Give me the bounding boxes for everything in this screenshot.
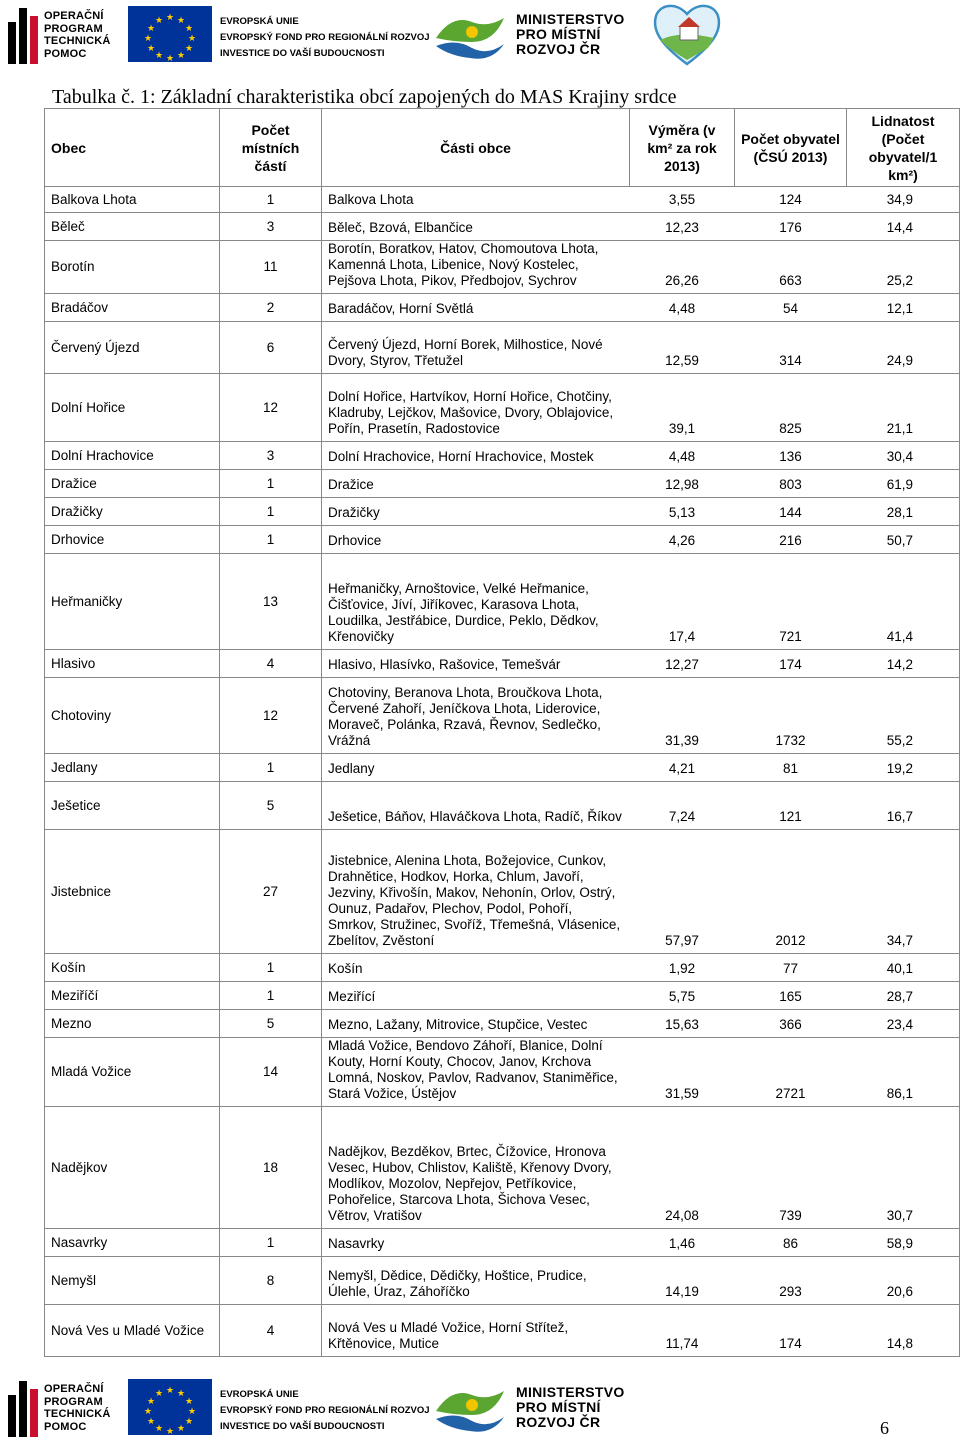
cell-pocet-casti: 4 [220,1305,322,1357]
cell-pocet-casti: 1 [220,470,322,498]
cell-vymera: 5,13 [630,498,735,526]
optp-mark-icon [8,1381,38,1437]
cell-vymera: 12,98 [630,470,735,498]
cell-obec: Dolní Hrachovice [45,442,220,470]
table-row [45,1107,960,1229]
header-vymera: Výměra (v km² za rok 2013) [630,109,735,187]
table-row [45,470,960,498]
cell-vymera: 15,63 [630,1010,735,1038]
cell-casti-obce: Dražičky [322,498,630,526]
table-row [45,982,960,1010]
cell-lidnatost: 20,6 [847,1257,960,1305]
cell-lidnatost: 14,2 [847,650,960,678]
cell-vymera: 57,97 [630,830,735,954]
table-row [45,294,960,322]
cell-vymera: 4,21 [630,754,735,782]
footer-logos [0,1373,960,1443]
cell-lidnatost: 41,4 [847,554,960,650]
cell-vymera: 4,48 [630,294,735,322]
cell-obyvatel: 165 [735,982,847,1010]
cell-obec: Borotín [45,241,220,294]
cell-casti-obce: Nová Ves u Mladé Vožice, Horní Střítež, Křtěnovice, Mutice [322,1305,630,1357]
cell-vymera: 24,08 [630,1107,735,1229]
cell-casti-obce: Košín [322,954,630,982]
cell-lidnatost: 30,7 [847,1107,960,1229]
cell-casti-obce: Dolní Hořice, Hartvíkov, Horní Hořice, Chotčiny, Kladruby, Lejčkov, Mašovice, Dvory, Oblajovice, Pořín, Prasetín, Radostovice [322,374,630,442]
cell-lidnatost: 55,2 [847,678,960,754]
cell-obyvatel: 54 [735,294,847,322]
cell-vymera: 11,74 [630,1305,735,1357]
cell-pocet-casti: 11 [220,241,322,294]
optp-text: OPERAČNÍ PROGRAM TECHNICKÁ POMOC [44,1383,111,1433]
cell-obec: Hlasivo [45,650,220,678]
cell-lidnatost: 16,7 [847,782,960,830]
cell-vymera: 7,24 [630,782,735,830]
cell-obyvatel: 136 [735,442,847,470]
cell-obec: Ješetice [45,782,220,830]
cell-obyvatel: 1732 [735,678,847,754]
cell-pocet-casti: 5 [220,782,322,830]
header-casti-obce: Části obce [322,109,630,187]
table-row [45,498,960,526]
cell-pocet-casti: 13 [220,554,322,650]
cell-vymera: 14,19 [630,1257,735,1305]
cell-casti-obce: Heřmaničky, Arnoštovice, Velké Heřmanice, Čišťovice, Jíví, Jiříkovec, Karasova Lhota, Loudilka, Jestřábice, Durdice, Peklo, Dědkov, Křenovičky [322,554,630,650]
cell-vymera: 1,46 [630,1229,735,1257]
cell-lidnatost: 19,2 [847,754,960,782]
cell-lidnatost: 30,4 [847,442,960,470]
cell-obec: Červený Újezd [45,322,220,374]
mmr-logo-icon [432,8,508,62]
cell-vymera: 12,23 [630,213,735,241]
cell-obec: Heřmaničky [45,554,220,650]
cell-obyvatel: 174 [735,1305,847,1357]
cell-obec: Bradáčov [45,294,220,322]
cell-lidnatost: 24,9 [847,322,960,374]
cell-obec: Mladá Vožice [45,1038,220,1107]
cell-vymera: 3,55 [630,187,735,213]
municipalities-table [44,108,960,1357]
table-row [45,374,960,442]
cell-obec: Nová Ves u Mladé Vožice [45,1305,220,1357]
cell-casti-obce: Jedlany [322,754,630,782]
table-row [45,187,960,213]
cell-pocet-casti: 4 [220,650,322,678]
table-row [45,678,960,754]
cell-vymera: 39,1 [630,374,735,442]
cell-obec: Chotoviny [45,678,220,754]
eu-flag-icon: ★ ★ ★ ★ ★ ★ ★ ★ ★ ★ ★ ★ [128,6,212,62]
table-row [45,650,960,678]
table-row [45,213,960,241]
cell-casti-obce: Ješetice, Báňov, Hlaváčkova Lhota, Radíč, Říkov [322,782,630,830]
cell-obyvatel: 739 [735,1107,847,1229]
cell-vymera: 17,4 [630,554,735,650]
cell-obec: Dražičky [45,498,220,526]
cell-obec: Dolní Hořice [45,374,220,442]
cell-casti-obce: Mladá Vožice, Bendovo Záhoří, Blanice, Dolní Kouty, Horní Kouty, Chocov, Janov, Krchova Lomná, Noskov, Pavlov, Radvanov, Staniměřice, Stará Vožice, Ústějov [322,1038,630,1107]
krajina-srdce-heart-icon [650,0,724,68]
cell-obec: Drhovice [45,526,220,554]
cell-obyvatel: 174 [735,650,847,678]
cell-lidnatost: 58,9 [847,1229,960,1257]
cell-vymera: 12,59 [630,322,735,374]
cell-lidnatost: 50,7 [847,526,960,554]
cell-vymera: 12,27 [630,650,735,678]
table-row [45,1010,960,1038]
cell-lidnatost: 12,1 [847,294,960,322]
cell-lidnatost: 23,4 [847,1010,960,1038]
table-row [45,830,960,954]
cell-obyvatel: 121 [735,782,847,830]
cell-casti-obce: Balkova Lhota [322,187,630,213]
eu-text: EVROPSKÁ UNIE EVROPSKÝ FOND PRO REGIONÁLNÍ ROZVOJ INVESTICE DO VAŠÍ BUDOUCNOSTI [220,16,430,59]
table-row [45,526,960,554]
cell-lidnatost: 34,7 [847,830,960,954]
cell-pocet-casti: 1 [220,498,322,526]
cell-lidnatost: 40,1 [847,954,960,982]
cell-obyvatel: 86 [735,1229,847,1257]
cell-obec: Jedlany [45,754,220,782]
cell-obyvatel: 2012 [735,830,847,954]
cell-lidnatost: 86,1 [847,1038,960,1107]
cell-pocet-casti: 6 [220,322,322,374]
cell-casti-obce: Dolní Hrachovice, Horní Hrachovice, Mostek [322,442,630,470]
cell-obec: Košín [45,954,220,982]
cell-vymera: 1,92 [630,954,735,982]
cell-lidnatost: 14,4 [847,213,960,241]
cell-pocet-casti: 12 [220,678,322,754]
cell-obyvatel: 144 [735,498,847,526]
cell-obec: Nemyšl [45,1257,220,1305]
cell-obyvatel: 314 [735,322,847,374]
cell-pocet-casti: 3 [220,213,322,241]
cell-obyvatel: 81 [735,754,847,782]
mmr-text: MINISTERSTVO PRO MÍSTNÍ ROZVOJ ČR [516,11,625,57]
cell-obyvatel: 721 [735,554,847,650]
cell-pocet-casti: 14 [220,1038,322,1107]
cell-obec: Dražice [45,470,220,498]
table-header-row [45,109,960,187]
cell-obyvatel: 176 [735,213,847,241]
cell-casti-obce: Chotoviny, Beranova Lhota, Broučkova Lhota, Červené Zahoří, Jeníčkova Lhota, Liderovice, Moraveč, Polánka, Rzavá, Řevnov, Sedlečko, Vrážná [322,678,630,754]
cell-pocet-casti: 1 [220,754,322,782]
cell-pocet-casti: 18 [220,1107,322,1229]
table-row [45,782,960,830]
cell-lidnatost: 25,2 [847,241,960,294]
cell-obec: Nadějkov [45,1107,220,1229]
cell-pocet-casti: 27 [220,830,322,954]
table-row [45,954,960,982]
cell-obec: Běleč [45,213,220,241]
page-number: 6 [880,1418,889,1438]
header-obyvatel: Počet obyvatel (ČSÚ 2013) [735,109,847,187]
table-row [45,554,960,650]
cell-casti-obce: Jistebnice, Alenina Lhota, Božejovice, Cunkov, Drahnětice, Hodkov, Horka, Chlum, Javoří, Jezviny, Křivošín, Makov, Nehonín, Orlov, Ostrý, Ounuz, Padařov, Plechov, Podol, Pohoří, Smrkov, Stružinec, Svoříž, Třemešná, Vlásenice, Zbelítov, Zvěstoní [322,830,630,954]
cell-obec: Jistebnice [45,830,220,954]
cell-obyvatel: 2721 [735,1038,847,1107]
table-row [45,241,960,294]
table-title: Tabulka č. 1: Základní charakteristika obcí zapojených do MAS Krajiny srdce [52,86,677,108]
table-row [45,1038,960,1107]
mmr-logo-icon [432,1381,508,1435]
cell-obec: Balkova Lhota [45,187,220,213]
cell-casti-obce: Drhovice [322,526,630,554]
cell-pocet-casti: 2 [220,294,322,322]
cell-pocet-casti: 12 [220,374,322,442]
optp-text: OPERAČNÍ PROGRAM TECHNICKÁ POMOC [44,10,111,60]
cell-pocet-casti: 1 [220,187,322,213]
cell-casti-obce: Nemyšl, Dědice, Dědičky, Hoštice, Prudice, Úlehle, Úraz, Záhoříčko [322,1257,630,1305]
header-obec: Obec [45,109,220,187]
cell-obec: Meziříčí [45,982,220,1010]
cell-lidnatost: 28,7 [847,982,960,1010]
cell-obyvatel: 825 [735,374,847,442]
cell-pocet-casti: 1 [220,982,322,1010]
header-pocet-casti: Počet místních částí [220,109,322,187]
cell-pocet-casti: 1 [220,1229,322,1257]
cell-casti-obce: Nasavrky [322,1229,630,1257]
cell-casti-obce: Nadějkov, Bezděkov, Brtec, Čížovice, Hronova Vesec, Hubov, Chlistov, Kaliště, Křenovy Dvory, Modlíkov, Mozolov, Nepřejov, Petříkovice, Pohořelice, Starcova Lhota, Šichova Vesec, Větrov, Vratišov [322,1107,630,1229]
cell-pocet-casti: 1 [220,954,322,982]
header-logos [0,0,960,70]
cell-lidnatost: 21,1 [847,374,960,442]
cell-casti-obce: Borotín, Boratkov, Hatov, Chomoutova Lhota, Kamenná Lhota, Libenice, Nový Kostelec, Pejšova Lhota, Pikov, Předbojov, Sychrov [322,241,630,294]
optp-mark-icon [8,8,38,64]
cell-lidnatost: 34,9 [847,187,960,213]
cell-obyvatel: 663 [735,241,847,294]
cell-pocet-casti: 8 [220,1257,322,1305]
table-row [45,1257,960,1305]
cell-vymera: 31,59 [630,1038,735,1107]
cell-lidnatost: 14,8 [847,1305,960,1357]
cell-casti-obce: Běleč, Bzová, Elbančice [322,213,630,241]
header-lidnatost: Lidnatost (Počet obyvatel/1 km²) [847,109,960,187]
optp-logo [8,8,113,64]
eu-text: EVROPSKÁ UNIE EVROPSKÝ FOND PRO REGIONÁLNÍ ROZVOJ INVESTICE DO VAŠÍ BUDOUCNOSTI [220,1389,430,1432]
cell-lidnatost: 28,1 [847,498,960,526]
eu-flag-icon: ★ ★ ★ ★ ★ ★ ★ ★ ★ ★ ★ ★ [128,1379,212,1435]
table-row [45,754,960,782]
cell-casti-obce: Dražice [322,470,630,498]
table-row [45,322,960,374]
cell-obyvatel: 366 [735,1010,847,1038]
cell-obyvatel: 216 [735,526,847,554]
cell-pocet-casti: 5 [220,1010,322,1038]
cell-obyvatel: 293 [735,1257,847,1305]
cell-pocet-casti: 1 [220,526,322,554]
cell-vymera: 4,48 [630,442,735,470]
cell-casti-obce: Baradáčov, Horní Světlá [322,294,630,322]
cell-obec: Mezno [45,1010,220,1038]
cell-obyvatel: 803 [735,470,847,498]
cell-casti-obce: Mezno, Lažany, Mitrovice, Stupčice, Vestec [322,1010,630,1038]
cell-vymera: 4,26 [630,526,735,554]
mmr-text: MINISTERSTVO PRO MÍSTNÍ ROZVOJ ČR [516,1384,625,1430]
cell-obyvatel: 77 [735,954,847,982]
table-row [45,1229,960,1257]
cell-casti-obce: Meziřící [322,982,630,1010]
cell-vymera: 31,39 [630,678,735,754]
cell-vymera: 5,75 [630,982,735,1010]
cell-lidnatost: 61,9 [847,470,960,498]
table-row [45,442,960,470]
optp-logo [8,1381,113,1437]
cell-obec: Nasavrky [45,1229,220,1257]
cell-casti-obce: Červený Újezd, Horní Borek, Milhostice, Nové Dvory, Styrov, Třetužel [322,322,630,374]
cell-casti-obce: Hlasivo, Hlasívko, Rašovice, Temešvár [322,650,630,678]
cell-pocet-casti: 3 [220,442,322,470]
cell-obyvatel: 124 [735,187,847,213]
table-row [45,1305,960,1357]
cell-vymera: 26,26 [630,241,735,294]
